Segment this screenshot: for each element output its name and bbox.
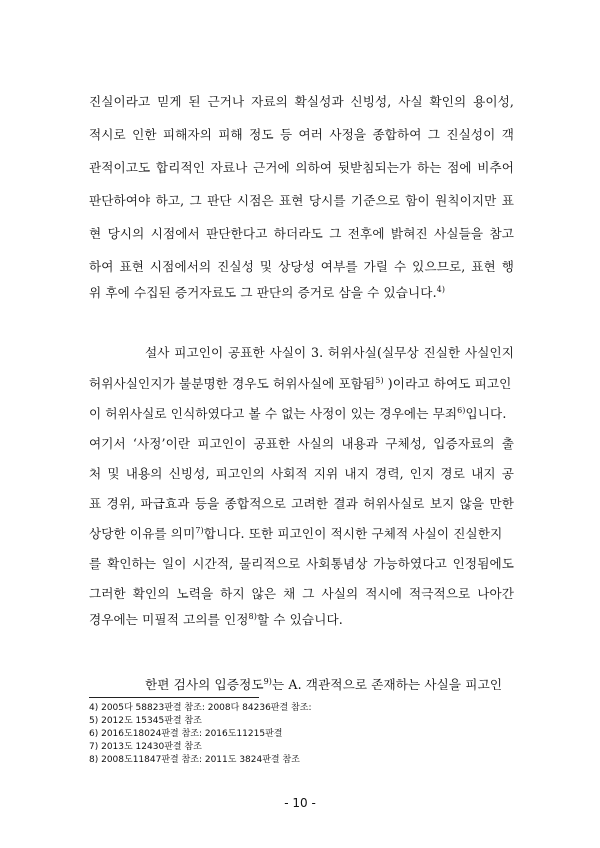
footnote-ref[interactable]: 4) xyxy=(436,284,446,294)
footnote-separator xyxy=(89,697,259,698)
footnote: 7) 2013도 12430판결 참조 xyxy=(89,742,202,752)
body-line: 설사 피고인이 공표한 사실이 3. 허위사실(실무상 진실한 사실인지 xyxy=(145,345,514,360)
body-line xyxy=(89,612,514,628)
footnote-ref[interactable]: 8) xyxy=(248,611,257,621)
body-line: 그러한 확인의 노력을 하지 않은 채 그 사실의 적시에 적극적으로 나아간 xyxy=(89,586,514,601)
body-text: 이 허위사실로 인식하였다고 볼 수 없는 사정이 있는 경우에는 무죄 xyxy=(89,406,458,421)
body-line: 여기서 ‘사정’이란 피고인이 공표한 사실의 내용과 구체성, 입증자료의 출 xyxy=(89,436,514,451)
footnote: 6) 2016도18024판결 참조: 2016도11215판결 xyxy=(89,729,283,739)
footnote: 5) 2012도 15345판결 참조 xyxy=(89,716,202,726)
body-line xyxy=(89,376,514,392)
body-text: 경우에는 미필적 고의를 인정 xyxy=(89,612,249,627)
body-line xyxy=(89,406,514,422)
body-line: 판단하여야 하고, 그 판단 시점은 표현 당시를 기준으로 함이 원칙이지만 표 xyxy=(89,193,514,208)
body-text: 위 후에 수집된 증거자료도 그 판단의 증거로 삼을 수 있습니다. xyxy=(89,285,437,300)
body-text: 는 A. 객관적으로 존재하는 사실을 피고인 xyxy=(272,677,503,692)
page-number: - 10 - xyxy=(284,796,316,810)
body-text: 한편 검사의 입증정도 xyxy=(145,677,264,692)
body-line: 관적이고도 합리적인 자료나 근거에 의하여 뒷받침되는가 하는 점에 비추어 xyxy=(89,160,514,175)
footnote-ref[interactable]: 6) xyxy=(457,405,466,415)
body-line: 처 및 내용의 신빙성, 피고인의 사회적 지위 내지 경력, 인지 경로 내지 공 xyxy=(89,466,514,481)
body-line xyxy=(89,526,514,542)
footnote: 8) 2008도11847판결 참조: 2011도 3824판결 참조 xyxy=(89,755,300,765)
body-line xyxy=(145,677,514,693)
body-line: 진실이라고 믿게 된 근거나 자료의 확실성과 신빙성, 사실 확인의 용이성, xyxy=(89,94,514,109)
body-text: )이라고 하여도 피고인 xyxy=(383,376,512,391)
body-text: 입니다. xyxy=(465,406,507,421)
body-text: 허위사실인지가 불분명한 경우도 허위사실에 포함됨 xyxy=(89,376,376,391)
body-line: 하여 표현 시점에서의 진실성 및 상당성 여부를 가릴 수 있으므로, 표현 행 xyxy=(89,259,514,274)
body-text: 합니다. 또한 피고인이 적시한 구체적 사실이 진실한지 xyxy=(203,526,503,541)
body-line: 적시로 인한 피해자의 피해 정도 등 여러 사정을 종합하여 그 진실성이 객 xyxy=(89,127,514,142)
body-line: 를 확인하는 일이 시간적, 물리적으로 사회통념상 가능하였다고 인정됨에도 xyxy=(89,556,514,571)
body-text: 상당한 이유를 의미 xyxy=(89,526,196,541)
body-line xyxy=(89,285,514,301)
footnote-ref[interactable]: 5) xyxy=(375,375,384,385)
body-line: 표 경위, 파급효과 등을 종합적으로 고려한 결과 허위사실로 보지 않을 만한 xyxy=(89,496,514,511)
body-line: 현 당시의 시점에서 판단한다고 하더라도 그 전후에 밝혀진 사실들을 참고 xyxy=(89,226,514,241)
footnote-ref[interactable]: 9) xyxy=(263,676,273,686)
footnote: 4) 2005다 58823판결 참조: 2008다 84236판결 참조: xyxy=(89,703,312,713)
body-text: 할 수 있습니다. xyxy=(256,612,343,627)
footnote-ref[interactable]: 7) xyxy=(195,525,204,535)
